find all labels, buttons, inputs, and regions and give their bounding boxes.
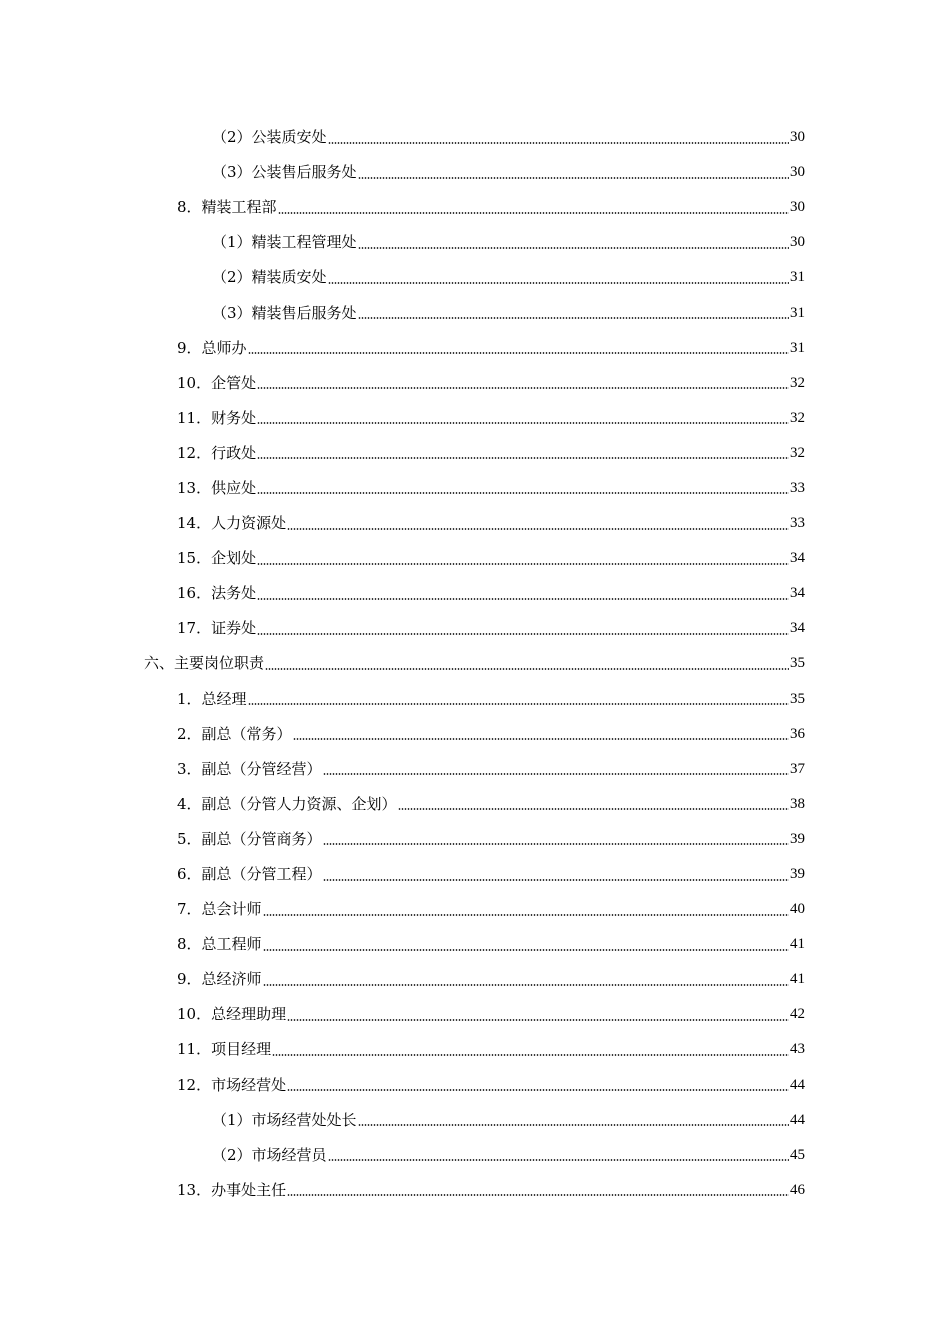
toc-page-number: 41 bbox=[790, 971, 805, 988]
toc-entry[interactable] bbox=[0, 997, 950, 1032]
dot-leader bbox=[358, 317, 789, 319]
dot-leader bbox=[323, 773, 789, 775]
toc-entry-title: （3）公装售后服务处 bbox=[212, 163, 357, 182]
dot-leader bbox=[257, 492, 789, 494]
toc-entry-title: 5．副总（分管商务） bbox=[177, 829, 322, 848]
toc-entry[interactable] bbox=[0, 436, 950, 471]
toc-entry[interactable] bbox=[0, 1103, 950, 1138]
toc-entry-title: 2．副总（常务） bbox=[177, 724, 292, 743]
toc-entry-title: 六、主要岗位职责 bbox=[144, 654, 265, 673]
dot-leader bbox=[265, 668, 789, 670]
toc-entry-title: （2）公装质安处 bbox=[212, 128, 327, 147]
toc-entry[interactable] bbox=[0, 927, 950, 962]
toc-entry-title: 12．市场经营处 bbox=[177, 1075, 287, 1094]
toc-entry[interactable] bbox=[0, 225, 950, 260]
dot-leader bbox=[263, 949, 789, 951]
toc-entry-title: 1．总经理 bbox=[177, 689, 247, 708]
toc-page-number: 32 bbox=[790, 409, 805, 426]
toc-page-number: 45 bbox=[790, 1146, 805, 1163]
toc-entry-title: 14．人力资源处 bbox=[177, 514, 287, 533]
dot-leader bbox=[358, 1124, 789, 1126]
dot-leader bbox=[257, 563, 789, 565]
toc-entry-title: 17．证券处 bbox=[177, 619, 257, 638]
toc-page-number: 32 bbox=[790, 444, 805, 461]
toc-entry-title: 8．总工程师 bbox=[177, 935, 262, 954]
dot-leader bbox=[323, 879, 789, 881]
toc-page-number: 31 bbox=[790, 304, 805, 321]
toc-entry[interactable] bbox=[0, 857, 950, 892]
toc-page-number: 46 bbox=[790, 1181, 805, 1198]
dot-leader bbox=[328, 142, 789, 144]
toc-page-number: 34 bbox=[790, 620, 805, 637]
toc-entry[interactable] bbox=[0, 295, 950, 330]
toc-entry[interactable] bbox=[0, 541, 950, 576]
toc-entry[interactable] bbox=[0, 962, 950, 997]
dot-leader bbox=[257, 633, 789, 635]
dot-leader bbox=[328, 282, 789, 284]
toc-page-number: 30 bbox=[790, 164, 805, 181]
dot-leader bbox=[248, 352, 789, 354]
dot-leader bbox=[293, 738, 789, 740]
toc-page-number: 40 bbox=[790, 901, 805, 918]
toc-page-number: 38 bbox=[790, 795, 805, 812]
toc-entry[interactable] bbox=[0, 260, 950, 295]
toc-page-number: 44 bbox=[790, 1076, 805, 1093]
toc-page-number: 43 bbox=[790, 1041, 805, 1058]
toc-entry-title: 13．办事处主任 bbox=[177, 1180, 287, 1199]
toc-entry[interactable] bbox=[0, 190, 950, 225]
toc-entry[interactable] bbox=[0, 120, 950, 155]
dot-leader bbox=[257, 457, 789, 459]
toc-entry[interactable] bbox=[0, 331, 950, 366]
dot-leader bbox=[278, 212, 789, 214]
toc-entry-title: 9．总师办 bbox=[177, 338, 247, 357]
toc-page-number: 30 bbox=[790, 199, 805, 216]
toc-entry[interactable] bbox=[0, 1173, 950, 1208]
dot-leader bbox=[248, 703, 789, 705]
toc-entry-title: 10．总经理助理 bbox=[177, 1005, 287, 1024]
toc-page-number: 33 bbox=[790, 515, 805, 532]
toc-entry-title: （2）精装质安处 bbox=[212, 268, 327, 287]
toc-entry[interactable] bbox=[0, 471, 950, 506]
dot-leader bbox=[263, 914, 789, 916]
dot-leader bbox=[287, 1019, 789, 1021]
toc-entry-title: 16．法务处 bbox=[177, 584, 257, 603]
dot-leader bbox=[257, 422, 789, 424]
toc-page-number: 41 bbox=[790, 936, 805, 953]
toc-entry-title: （1）精装工程管理处 bbox=[212, 233, 357, 252]
toc-page-number: 39 bbox=[790, 830, 805, 847]
toc-entry-title: （2）市场经营员 bbox=[212, 1145, 327, 1164]
toc-entry[interactable] bbox=[0, 401, 950, 436]
toc-entry-title: （1）市场经营处处长 bbox=[212, 1110, 357, 1129]
dot-leader bbox=[358, 247, 789, 249]
dot-leader bbox=[323, 843, 789, 845]
toc-entry[interactable] bbox=[0, 1032, 950, 1067]
toc-entry[interactable] bbox=[0, 787, 950, 822]
toc-page-number: 35 bbox=[790, 690, 805, 707]
toc-entry[interactable] bbox=[0, 155, 950, 190]
toc-entry-title: 6．副总（分管工程） bbox=[177, 865, 322, 884]
toc-entry[interactable] bbox=[0, 576, 950, 611]
toc-page-number: 44 bbox=[790, 1111, 805, 1128]
toc-entry-title: 11．财务处 bbox=[177, 408, 257, 427]
toc-entry-title: 8．精装工程部 bbox=[177, 198, 277, 217]
toc-page-number: 31 bbox=[790, 269, 805, 286]
toc-entry[interactable] bbox=[0, 752, 950, 787]
toc-page-number: 42 bbox=[790, 1006, 805, 1023]
toc-page-number: 35 bbox=[790, 655, 805, 672]
toc-page-number: 30 bbox=[790, 129, 805, 146]
toc-page-number: 30 bbox=[790, 234, 805, 251]
toc-entry[interactable] bbox=[0, 1138, 950, 1173]
toc-entry[interactable] bbox=[0, 611, 950, 646]
dot-leader bbox=[287, 1194, 789, 1196]
dot-leader bbox=[287, 528, 789, 530]
toc-entry[interactable] bbox=[0, 682, 950, 717]
dot-leader bbox=[287, 1089, 789, 1091]
toc-entry[interactable] bbox=[0, 717, 950, 752]
table-of-contents bbox=[0, 120, 950, 1208]
dot-leader bbox=[257, 387, 789, 389]
toc-entry[interactable] bbox=[0, 822, 950, 857]
toc-entry[interactable] bbox=[0, 506, 950, 541]
dot-leader bbox=[398, 808, 789, 810]
toc-entry-title: 15．企划处 bbox=[177, 549, 257, 568]
toc-entry[interactable] bbox=[0, 1068, 950, 1103]
dot-leader bbox=[328, 1159, 789, 1161]
toc-page-number: 32 bbox=[790, 374, 805, 391]
toc-page-number: 34 bbox=[790, 550, 805, 567]
toc-page-number: 34 bbox=[790, 585, 805, 602]
toc-entry[interactable] bbox=[0, 892, 950, 927]
toc-entry[interactable] bbox=[0, 366, 950, 401]
dot-leader bbox=[272, 1054, 789, 1056]
toc-entry-title: 12．行政处 bbox=[177, 443, 257, 462]
toc-entry-title: 9．总经济师 bbox=[177, 970, 262, 989]
toc-entry-title: 13．供应处 bbox=[177, 478, 257, 497]
toc-page-number: 39 bbox=[790, 866, 805, 883]
toc-page-number: 33 bbox=[790, 479, 805, 496]
dot-leader bbox=[263, 984, 789, 986]
dot-leader bbox=[257, 598, 789, 600]
toc-entry-title: 10．企管处 bbox=[177, 373, 257, 392]
toc-page-number: 31 bbox=[790, 339, 805, 356]
toc-entry-title: 7．总会计师 bbox=[177, 900, 262, 919]
dot-leader bbox=[358, 177, 789, 179]
toc-entry[interactable] bbox=[0, 646, 950, 681]
toc-entry-title: （3）精装售后服务处 bbox=[212, 303, 357, 322]
toc-entry-title: 11．项目经理 bbox=[177, 1040, 272, 1059]
toc-page-number: 36 bbox=[790, 725, 805, 742]
toc-entry-title: 3．副总（分管经营） bbox=[177, 759, 322, 778]
toc-page-number: 37 bbox=[790, 760, 805, 777]
toc-entry-title: 4．副总（分管人力资源、企划） bbox=[177, 794, 397, 813]
